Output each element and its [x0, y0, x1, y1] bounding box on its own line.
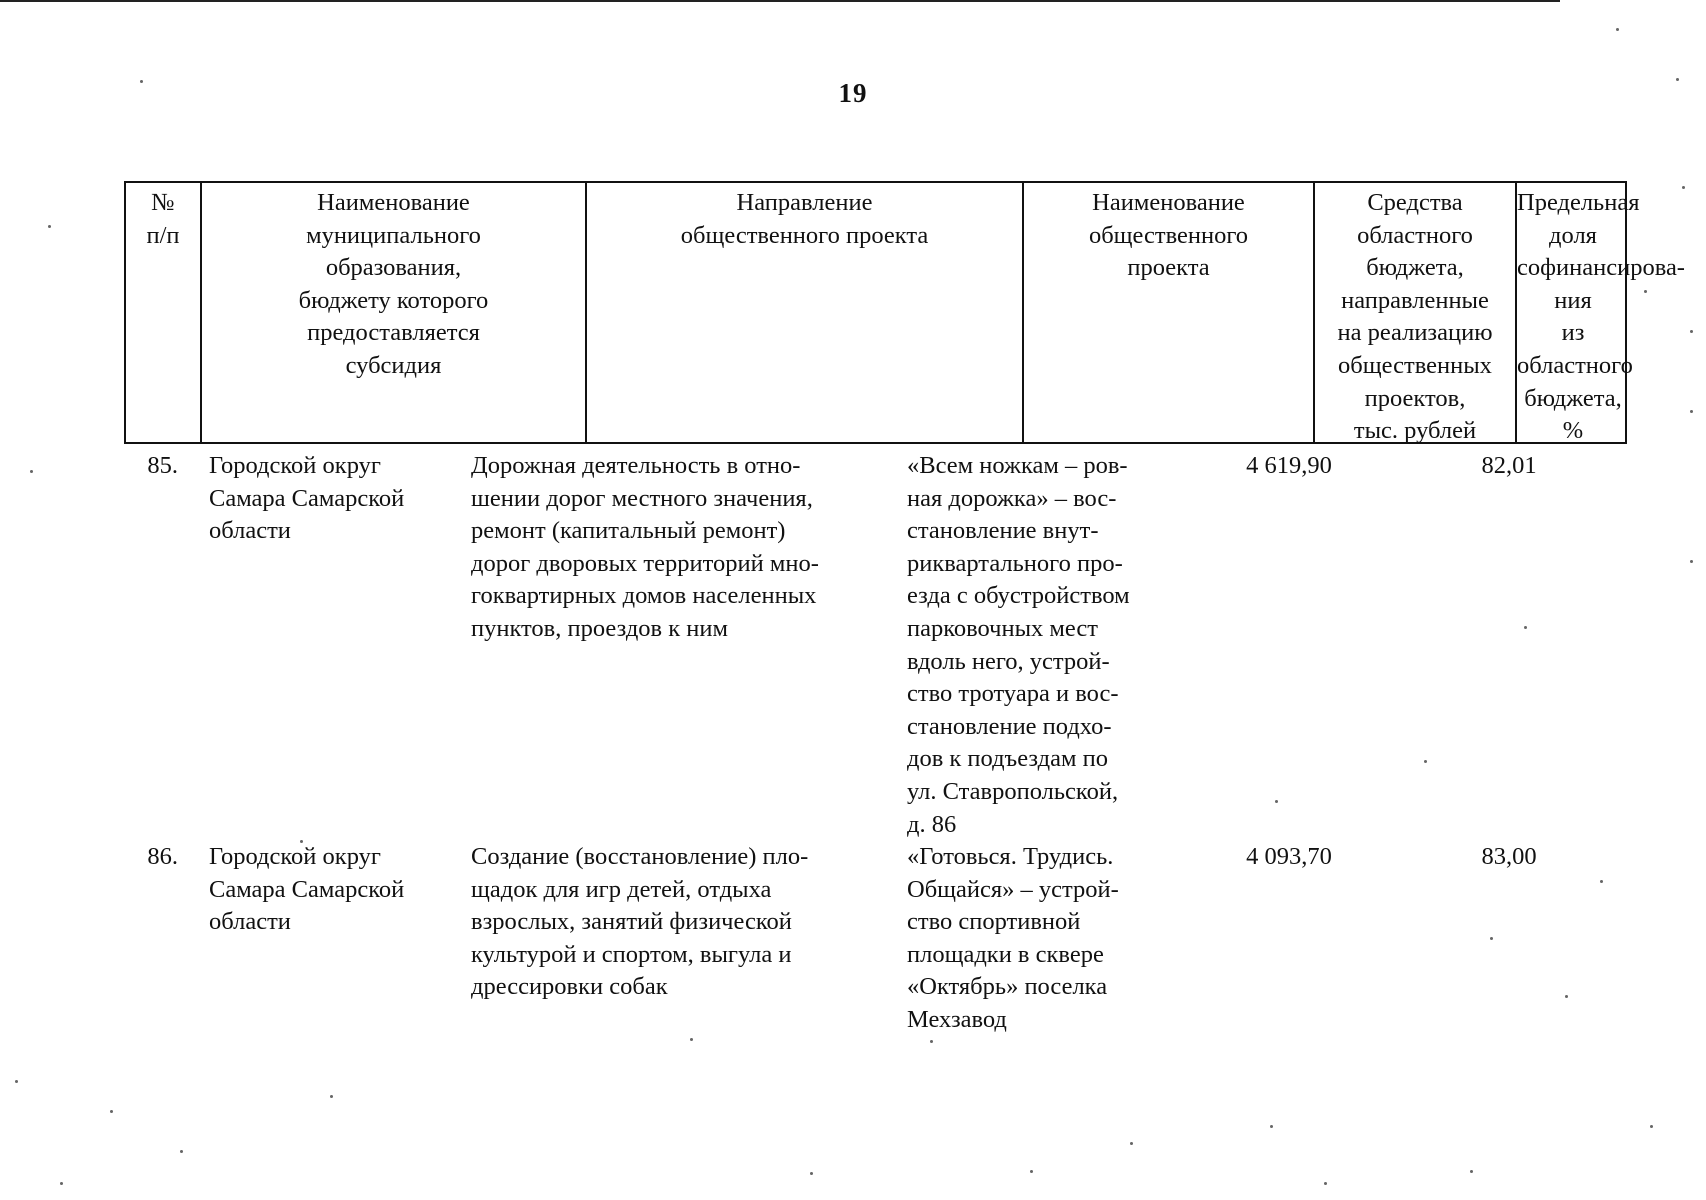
scan-speck	[48, 225, 51, 228]
cell-municipality: Городской округ Самара Самарской области	[209, 843, 405, 936]
cell-no: 86.	[147, 843, 178, 870]
scan-speck	[30, 470, 33, 473]
scan-speck	[1600, 880, 1603, 883]
header-cell-share: Предельная доля софинансирова- ния из областного бюджета, %	[1517, 189, 1685, 445]
scan-speck	[1030, 1170, 1033, 1173]
scan-speck	[1690, 330, 1693, 333]
subsidy-table	[124, 181, 1685, 445]
page-number: 19	[838, 78, 868, 108]
scan-speck	[1690, 410, 1693, 413]
scan-speck	[1470, 1170, 1473, 1173]
header-cell-no: № п/п	[146, 189, 180, 249]
table-header	[124, 181, 1685, 445]
cell-project: «Всем ножкам – ров- ная дорожка» – вос- становление внут- риквартального про- езда с обустройством парковочных мест вдоль него, устрой- ство тротуара и вос- становление подхо- дов к подъездам по ул. Ставропольской, д. 86	[907, 452, 1130, 838]
scan-speck	[1682, 186, 1685, 189]
scan-speck	[180, 1150, 183, 1153]
cell-municipality: Городской округ Самара Самарской области	[209, 452, 405, 545]
scan-speck	[140, 80, 143, 83]
scan-speck	[1676, 78, 1679, 81]
cell-funds: 4 619,90	[1246, 452, 1332, 479]
scan-speck	[930, 1040, 933, 1043]
scan-speck	[1616, 28, 1619, 31]
scan-speck	[1490, 937, 1493, 940]
header-cell-project: Наименование общественного проекта	[1088, 189, 1249, 282]
scan-speck	[1324, 1182, 1327, 1185]
header-cell-direction: Направление общественного проекта	[680, 189, 929, 249]
table-row	[0, 841, 1706, 1033]
scan-speck	[110, 1110, 113, 1113]
scan-speck	[1275, 800, 1278, 803]
scan-speck	[1424, 760, 1427, 763]
table-row	[0, 450, 1706, 838]
header-cell-funds: Средства областного бюджета, направленные на реализацию общественных проектов, тыс. рублей	[1337, 189, 1493, 445]
cell-share: 82,01	[1481, 452, 1537, 479]
scan-speck	[330, 1095, 333, 1098]
scan-speck	[300, 840, 303, 843]
scan-speck	[810, 1172, 813, 1175]
header-cell-municipality: Наименование муниципального образования, бюджету которого предоставляется субсидия	[298, 189, 489, 379]
scan-speck	[1690, 560, 1693, 563]
cell-no: 85.	[147, 452, 178, 479]
scan-speck	[690, 1038, 693, 1041]
scan-speck	[1130, 1142, 1133, 1145]
cell-direction: Дорожная деятельность в отно- шении дорог местного значения, ремонт (капитальный ремонт) дорог дворовых территорий мно- гоквартирных домов населенных пунктов, проездов к ним	[471, 452, 819, 642]
scan-speck	[60, 1182, 63, 1185]
cell-direction: Создание (восстановление) пло- щадок для игр детей, отдыха взрослых, занятий физической культурой и спортом, выгула и дрессировки собак	[471, 843, 809, 1001]
cell-project: «Готовься. Трудись. Общайся» – устрой- ство спортивной площадки в сквере «Октябрь» поселка Мехзавод	[907, 843, 1119, 1033]
scan-speck	[1524, 626, 1527, 629]
cell-funds: 4 093,70	[1246, 843, 1332, 870]
scan-speck	[15, 1080, 18, 1083]
scan-speck	[1270, 1125, 1273, 1128]
scan-speck	[1565, 995, 1568, 998]
top-edge-rule	[0, 0, 1560, 2]
cell-share: 83,00	[1481, 843, 1537, 870]
scan-speck	[1650, 1125, 1653, 1128]
scan-speck	[1644, 290, 1647, 293]
